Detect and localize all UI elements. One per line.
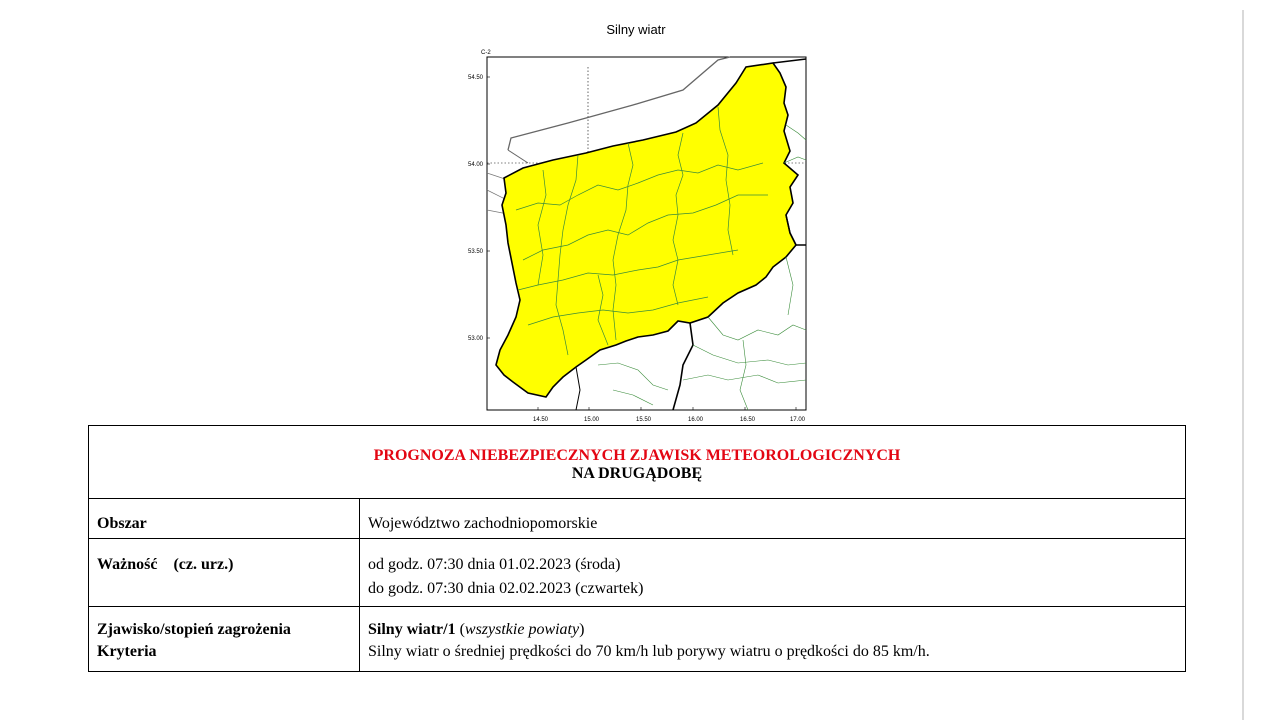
y-tick-label: 53.00: [468, 336, 484, 342]
phenomenon-scope: wszystkie powiaty: [464, 621, 580, 638]
x-tick-label: 16.50: [740, 417, 756, 423]
y-tick-label: 53.50: [468, 249, 484, 255]
map-corner-label: C-2: [481, 50, 491, 56]
criteria-value: Silny wiatr o średniej prędkości do 70 km/h lub porywy wiatru o prędkości do 85 km/h.: [368, 643, 930, 660]
x-tick-label: 17.00: [790, 417, 806, 423]
forecast-title-line1: PROGNOZA NIEBEZPIECZNYCH ZJAWISK METEOROLOGICZNYCH: [373, 447, 901, 464]
phenomenon-label-cell: [89, 607, 360, 672]
phenomenon-label: Zjawisko/stopień zagrożenia: [97, 621, 291, 638]
validity-label-suffix: (cz. urz.): [173, 556, 234, 573]
warning-map: [468, 45, 813, 425]
validity-label: Ważność: [97, 556, 158, 573]
criteria-label: Kryteria: [97, 643, 157, 660]
forecast-table: [88, 425, 1186, 672]
x-tick-label: 15.50: [636, 417, 652, 423]
phenomenon-value-cell: Silny wiatr/1 (wszystkie powiaty) Silny wiatr o średniej prędkości do 70 km/h lub porywy wiatru o prędkości do 85 km/h.: [360, 607, 1186, 672]
validity-to: do godz. 07:30 dnia 02.02.2023 (czwartek): [368, 580, 644, 597]
forecast-header: [89, 426, 1186, 499]
map-title: Silny wiatr: [606, 22, 666, 37]
page-edge-line: [1242, 10, 1244, 720]
validity-value-cell: [360, 539, 1186, 607]
y-tick-label: 54.50: [468, 75, 484, 81]
x-tick-label: 15.00: [584, 417, 600, 423]
x-tick-label: 14.50: [533, 417, 549, 423]
validity-from: od godz. 07:30 dnia 01.02.2023 (środa): [368, 556, 621, 573]
validity-label-cell: [89, 539, 360, 607]
y-tick-label: 54.00: [468, 162, 484, 168]
forecast-title-line2: NA DRUGĄDOBĘ: [571, 465, 703, 482]
x-tick-label: 16.00: [688, 417, 704, 423]
phenomenon-value: Silny wiatr/1: [368, 621, 456, 638]
area-label: Obszar: [89, 499, 360, 539]
area-value: Województwo zachodniopomorskie: [360, 499, 1186, 539]
